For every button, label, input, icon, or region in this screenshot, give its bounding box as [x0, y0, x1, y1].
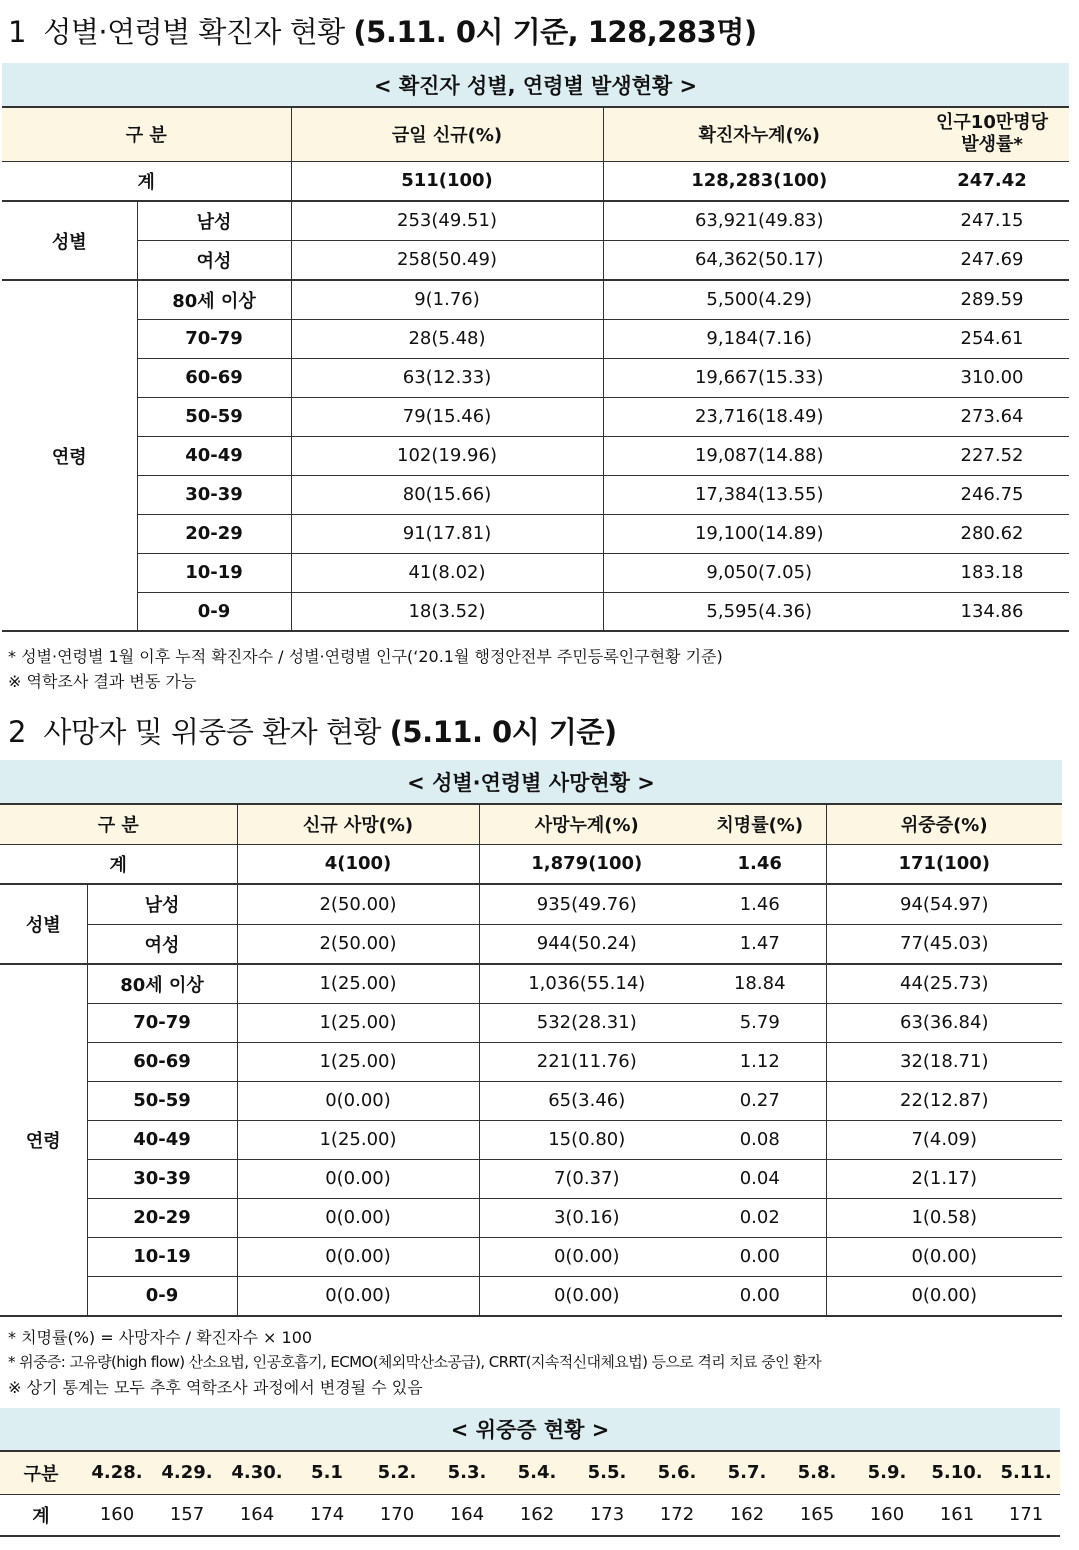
section2-number: 2: [8, 715, 26, 749]
row-fatality: 0.04: [739, 1168, 780, 1189]
row-label: 30-39: [185, 484, 243, 505]
table2-header-row: [0, 804, 1062, 844]
sex-group-label: 성별: [0, 884, 87, 964]
value-cell: 160: [99, 1504, 135, 1526]
date-cell: 4.29.: [152, 1451, 222, 1494]
row-label: 70-79: [185, 328, 243, 349]
row-severe: 1(0.58): [826, 1198, 1062, 1237]
row-new: 2(50.00): [237, 924, 479, 964]
row-label: 10-19: [133, 1246, 191, 1267]
header-incidence: [915, 107, 1069, 161]
table-row: [0, 1120, 1062, 1159]
row-fatality: 0.02: [739, 1207, 780, 1228]
row-new: 0(0.00): [237, 1081, 479, 1120]
row-header: 구분: [0, 1451, 82, 1494]
table1-caption: < 확진자 성별, 연령별 발생현황 >: [2, 63, 1069, 107]
table-row: [2, 475, 1069, 514]
total-fatality: 1.46: [737, 853, 782, 875]
row-rate: 183.18: [960, 562, 1024, 583]
row-rate: 247.15: [960, 210, 1024, 232]
section1-title: 성별·연령별 확진자 현황: [43, 15, 345, 49]
table1-total-row: [2, 161, 1069, 201]
date-cell: 5.1: [292, 1451, 362, 1494]
row-cumulative: 0(0.00): [479, 1237, 694, 1276]
section2-heading: [8, 710, 617, 751]
row-severe: 63(36.84): [826, 1003, 1062, 1042]
row-fatality: 18.84: [733, 973, 786, 995]
severe-trend-table: [0, 1408, 1060, 1537]
value-cell: 161: [939, 1504, 975, 1526]
row-label: 60-69: [185, 367, 243, 388]
row-cumulative: 19,087(14.88): [603, 436, 915, 475]
row-new: 258(50.49): [291, 240, 603, 280]
row-fatality: 0.00: [739, 1285, 780, 1307]
row-new: 2(50.00): [237, 884, 479, 924]
table-row: [0, 884, 1062, 924]
row-cumulative: 1,036(55.14): [479, 964, 694, 1003]
header-category: 구 분: [0, 804, 237, 844]
row-fatality: 0.27: [739, 1090, 780, 1111]
section1-title-date: (5.11. 0시 기준, 128,283명): [353, 15, 757, 49]
row-label: 40-49: [185, 445, 243, 466]
total-label: 계: [109, 854, 127, 876]
row-new: 80(15.66): [291, 475, 603, 514]
row-new: 91(17.81): [291, 514, 603, 553]
row-cumulative: 532(28.31): [479, 1003, 694, 1042]
row-cumulative: 935(49.76): [479, 884, 694, 924]
row-cumulative: 63,921(49.83): [603, 201, 915, 240]
row-cumulative: 65(3.46): [479, 1081, 694, 1120]
section1-heading: [8, 10, 757, 51]
date-cell: 5.4.: [502, 1451, 572, 1494]
row-fatality: 0.00: [739, 1246, 780, 1267]
header-new-deaths: 신규 사망(%): [237, 804, 479, 844]
age-group-label: 연령: [2, 280, 137, 631]
row-new: 28(5.48): [291, 319, 603, 358]
row-cumulative: 944(50.24): [479, 924, 694, 964]
row-label: 50-59: [185, 406, 243, 427]
date-cell: 5.7.: [712, 1451, 782, 1494]
table2-total-row: [0, 844, 1062, 884]
value-cell: 171: [1008, 1504, 1044, 1526]
row-severe: 0(0.00): [826, 1237, 1062, 1276]
row-cumulative: 3(0.16): [479, 1198, 694, 1237]
row-severe: 2(1.17): [826, 1159, 1062, 1198]
total-cumulative: 128,283(100): [603, 161, 915, 201]
table2-caption: < 성별·연령별 사망현황 >: [0, 760, 1062, 804]
row-severe: 94(54.97): [826, 884, 1062, 924]
row-new: 1(25.00): [237, 1120, 479, 1159]
header-category: 구 분: [2, 107, 291, 161]
row-new: 79(15.46): [291, 397, 603, 436]
row-rate: 254.61: [960, 328, 1024, 349]
total-severe: 171(100): [826, 844, 1062, 884]
table2-note-2: * 위중증: 고유량(high flow) 산소요법, 인공호흡기, ECMO(체외막산소공급), CRRT(지속적신대체요법) 등으로 격리 치료 중인 환자: [8, 1353, 821, 1371]
row-new: 1(25.00): [237, 964, 479, 1003]
row-rate: 310.00: [960, 367, 1024, 388]
value-cell: 165: [799, 1504, 835, 1526]
row-cumulative: 7(0.37): [479, 1159, 694, 1198]
value-cell: 164: [239, 1504, 275, 1526]
table-row: [2, 514, 1069, 553]
date-cell: 5.5.: [572, 1451, 642, 1494]
total-rate: 247.42: [957, 170, 1027, 192]
table-row: [0, 1276, 1062, 1316]
row-severe: 77(45.03): [826, 924, 1062, 964]
row-rate: 246.75: [960, 484, 1024, 505]
date-cell: 5.3.: [432, 1451, 502, 1494]
row-new: 102(19.96): [291, 436, 603, 475]
date-cell: 5.9.: [852, 1451, 922, 1494]
date-cell: 5.11.: [992, 1451, 1060, 1494]
table-row: [0, 1159, 1062, 1198]
row-label: 30-39: [133, 1168, 191, 1189]
row-fatality: 0.08: [739, 1129, 780, 1150]
row-cumulative: 0(0.00): [479, 1276, 694, 1316]
total-label: 계: [137, 171, 155, 193]
value-cell: 162: [729, 1504, 765, 1526]
table-row: [2, 201, 1069, 240]
row-cumulative: 5,500(4.29): [603, 280, 915, 319]
row-rate: 280.62: [960, 523, 1024, 544]
row-label: 0-9: [145, 1285, 179, 1307]
row-new: 18(3.52): [291, 592, 603, 631]
row-cumulative: 23,716(18.49): [603, 397, 915, 436]
table-row: [0, 924, 1062, 964]
row-cumulative: 19,100(14.89): [603, 514, 915, 553]
confirmed-cases-table: [2, 63, 1069, 632]
value-cell: 164: [449, 1504, 485, 1526]
row-new: 0(0.00): [237, 1237, 479, 1276]
header-incidence-line2: 발생률*: [961, 134, 1023, 156]
table3-value-row: [0, 1494, 1060, 1536]
table3-date-row: [0, 1451, 1060, 1494]
value-cell: 174: [309, 1504, 345, 1526]
date-cell: 4.30.: [222, 1451, 292, 1494]
row-severe: 0(0.00): [826, 1276, 1062, 1316]
table-row: [2, 397, 1069, 436]
row-cumulative: 15(0.80): [479, 1120, 694, 1159]
row-label: 남성: [144, 895, 180, 917]
row-cumulative: 9,050(7.05): [603, 553, 915, 592]
row-fatality: 1.47: [739, 933, 780, 955]
section2-title-date: (5.11. 0시 기준): [389, 715, 617, 749]
row-label: 80세 이상: [120, 974, 204, 996]
table-row: [2, 553, 1069, 592]
table-row: [0, 1081, 1062, 1120]
header-cumulative: 확진자누계(%): [603, 107, 915, 161]
total-new: 4(100): [237, 844, 479, 884]
row-label: 80세 이상: [172, 290, 256, 312]
table-row: [0, 1198, 1062, 1237]
table2-note-3: ※ 상기 통계는 모두 추후 역학조사 과정에서 변경될 수 있음: [8, 1378, 423, 1397]
row-severe: 32(18.71): [826, 1042, 1062, 1081]
row-cumulative: 221(11.76): [479, 1042, 694, 1081]
row-label: 50-59: [133, 1090, 191, 1111]
table-row: [0, 1237, 1062, 1276]
row-rate: 247.69: [960, 249, 1024, 271]
table-row: [2, 240, 1069, 280]
row-cumulative: 9,184(7.16): [603, 319, 915, 358]
row-cumulative: 5,595(4.36): [603, 592, 915, 631]
row-new: 1(25.00): [237, 1042, 479, 1081]
row-label: 20-29: [133, 1207, 191, 1228]
header-cumulative-deaths: 사망누계(%): [479, 804, 694, 844]
header-new-cases: 금일 신규(%): [291, 107, 603, 161]
section1-number: 1: [8, 15, 26, 49]
table3-caption: < 위중증 현황 >: [0, 1408, 1060, 1451]
header-incidence-line1: 인구10만명당: [936, 112, 1049, 134]
row-rate: 134.86: [960, 600, 1024, 622]
row-label: 남성: [196, 211, 232, 233]
table-row: [2, 319, 1069, 358]
row-new: 9(1.76): [291, 280, 603, 319]
row-label: 여성: [196, 250, 232, 272]
table1-header-row: [2, 107, 1069, 161]
total-new: 511(100): [291, 161, 603, 201]
table-row: [2, 592, 1069, 631]
row-fatality: 1.46: [739, 893, 780, 915]
row-cumulative: 64,362(50.17): [603, 240, 915, 280]
row-label: 60-69: [133, 1051, 191, 1072]
date-cell: 4.28.: [82, 1451, 152, 1494]
row-label: 10-19: [185, 562, 243, 583]
row-label: 0-9: [197, 600, 231, 622]
row-label: 계: [32, 1505, 50, 1527]
table1-note-1: * 성별·연령별 1월 이후 누적 확진자수 / 성별·연령별 인구(‘20.1월 행정안전부 주민등록인구현황 기준): [8, 647, 723, 666]
row-new: 63(12.33): [291, 358, 603, 397]
row-label: 70-79: [133, 1012, 191, 1033]
row-new: 0(0.00): [237, 1276, 479, 1316]
value-cell: 162: [519, 1504, 555, 1526]
table-row: [0, 1042, 1062, 1081]
row-rate: 227.52: [960, 445, 1024, 466]
deaths-table: [0, 760, 1062, 1317]
table-row: [0, 964, 1062, 1003]
table2-note-1: * 치명률(%) = 사망자수 / 확진자수 × 100: [8, 1328, 313, 1347]
row-label: 여성: [144, 934, 180, 956]
row-severe: 22(12.87): [826, 1081, 1062, 1120]
row-rate: 273.64: [960, 406, 1024, 427]
row-label: 40-49: [133, 1129, 191, 1150]
row-label: 20-29: [185, 523, 243, 544]
row-severe: 44(25.73): [826, 964, 1062, 1003]
table-row: [2, 280, 1069, 319]
date-cell: 5.6.: [642, 1451, 712, 1494]
sex-group-label: 성별: [2, 201, 137, 280]
date-cell: 5.2.: [362, 1451, 432, 1494]
row-rate: 289.59: [960, 289, 1024, 311]
date-cell: 5.10.: [922, 1451, 992, 1494]
value-cell: 173: [589, 1504, 625, 1526]
table-row: [2, 436, 1069, 475]
row-cumulative: 19,667(15.33): [603, 358, 915, 397]
value-cell: 172: [659, 1504, 695, 1526]
row-new: 0(0.00): [237, 1159, 479, 1198]
row-new: 1(25.00): [237, 1003, 479, 1042]
row-severe: 7(4.09): [826, 1120, 1062, 1159]
row-new: 0(0.00): [237, 1198, 479, 1237]
row-cumulative: 17,384(13.55): [603, 475, 915, 514]
value-cell: 157: [169, 1504, 205, 1526]
row-new: 253(49.51): [291, 201, 603, 240]
table1-note-2: ※ 역학조사 결과 변동 가능: [8, 672, 197, 691]
row-fatality: 1.12: [739, 1051, 780, 1072]
header-severe: 위중증(%): [826, 804, 1062, 844]
age-group-label: 연령: [0, 964, 87, 1316]
table-row: [2, 358, 1069, 397]
value-cell: 160: [869, 1504, 905, 1526]
row-fatality: 5.79: [739, 1012, 780, 1033]
row-new: 41(8.02): [291, 553, 603, 592]
header-fatality-rate: 치명률(%): [694, 804, 826, 844]
date-cell: 5.8.: [782, 1451, 852, 1494]
table-row: [0, 1003, 1062, 1042]
value-cell: 170: [379, 1504, 415, 1526]
total-cumulative: 1,879(100): [479, 844, 694, 884]
section2-title: 사망자 및 위중증 환자 현황: [43, 715, 381, 749]
